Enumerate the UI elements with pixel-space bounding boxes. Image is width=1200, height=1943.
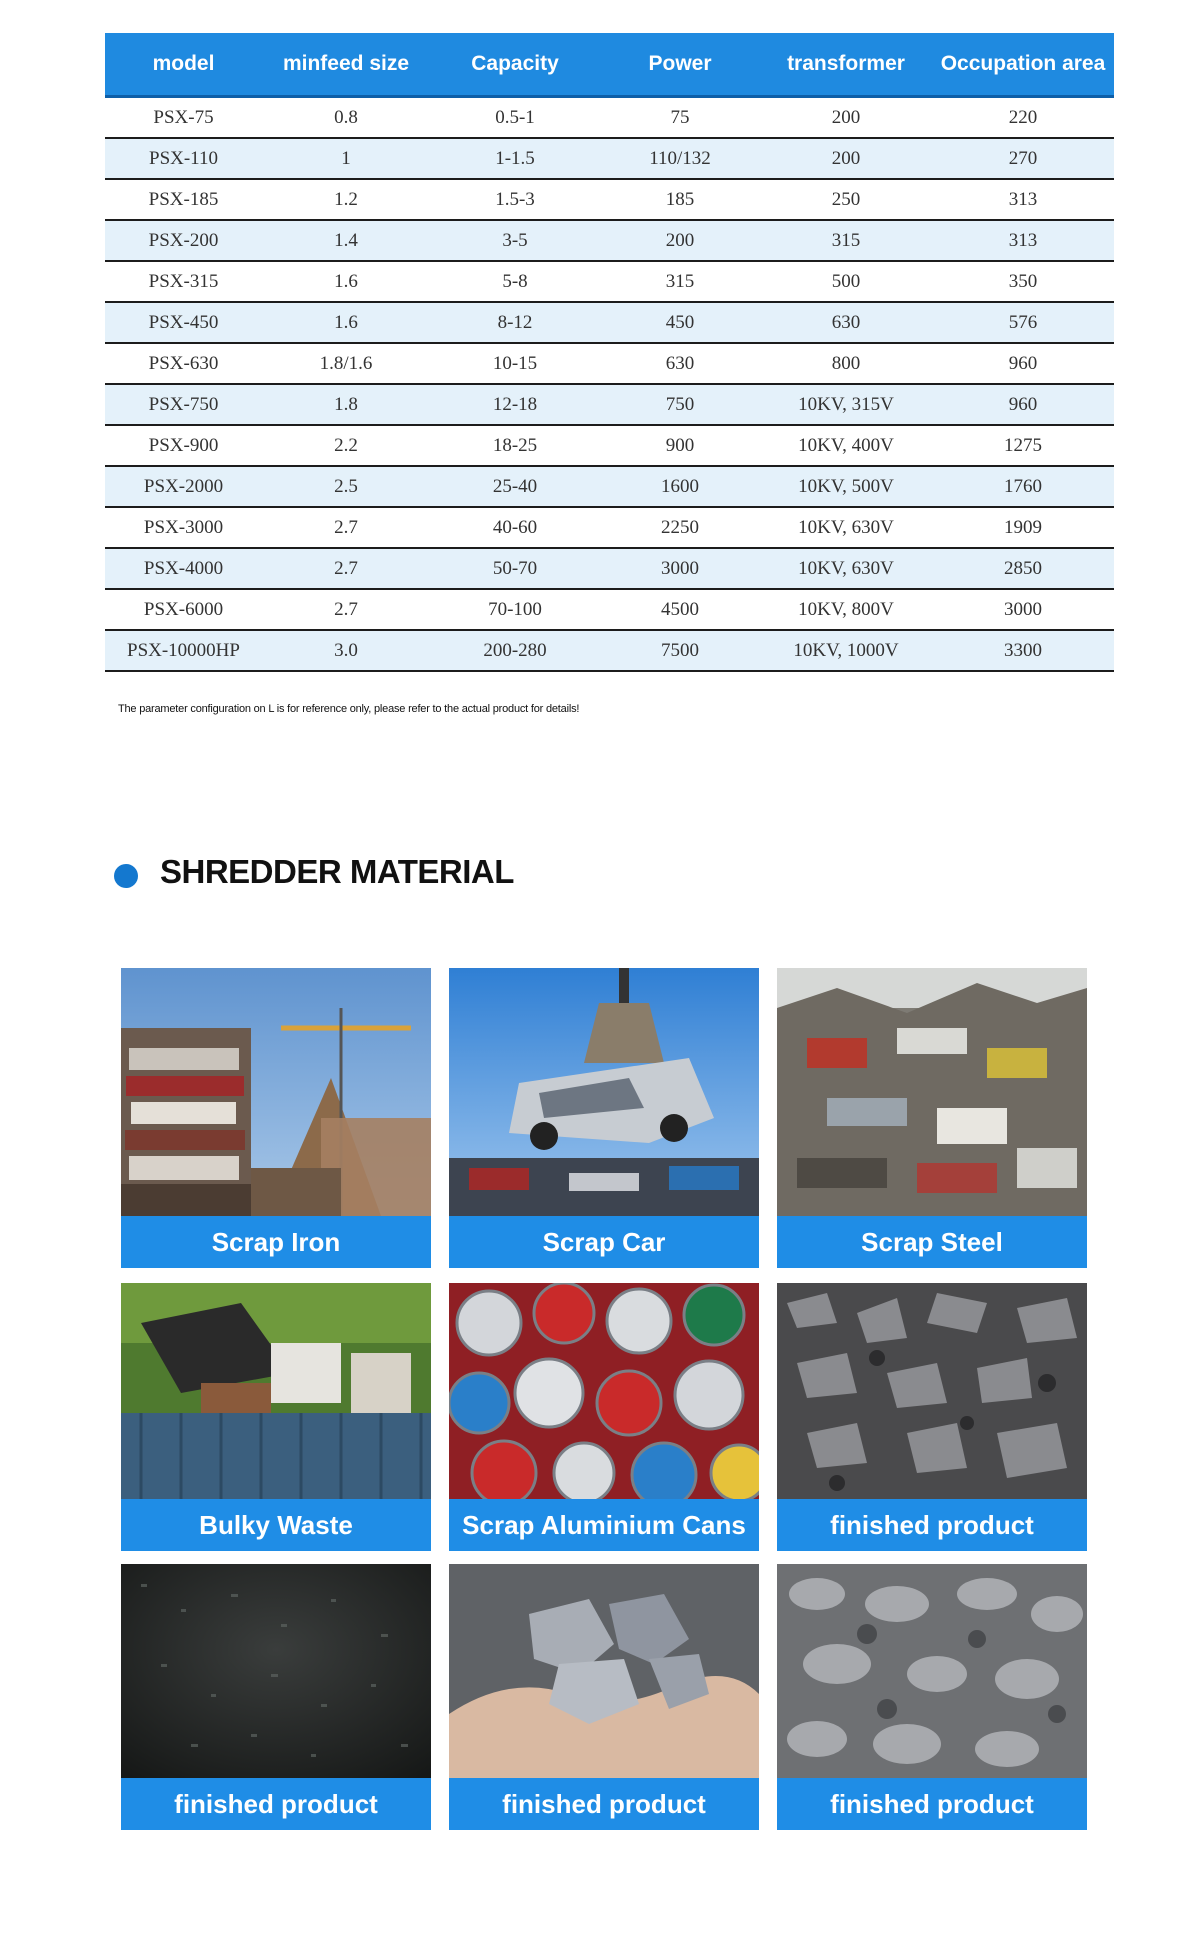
header-occupation-area: Occupation area bbox=[932, 33, 1114, 97]
cell-power: 630 bbox=[600, 343, 760, 384]
cell-capacity: 50-70 bbox=[430, 548, 600, 589]
table-row bbox=[105, 548, 1114, 589]
cell-transformer: 200 bbox=[760, 138, 932, 179]
cell-model: PSX-200 bbox=[105, 220, 262, 261]
table-row bbox=[105, 343, 1114, 384]
cell-transformer: 250 bbox=[760, 179, 932, 220]
table-row bbox=[105, 507, 1114, 548]
cell-transformer: 10KV, 400V bbox=[760, 425, 932, 466]
material-card-finished-product-2 bbox=[121, 1564, 431, 1830]
cell-model: PSX-6000 bbox=[105, 589, 262, 630]
cell-minfeed-size: 2.5 bbox=[262, 466, 430, 507]
header-transformer: transformer bbox=[760, 33, 932, 97]
cell-minfeed-size: 2.7 bbox=[262, 548, 430, 589]
cell-minfeed-size: 1.6 bbox=[262, 261, 430, 302]
table-row bbox=[105, 425, 1114, 466]
cell-model: PSX-900 bbox=[105, 425, 262, 466]
material-card-finished-product-3 bbox=[449, 1564, 759, 1830]
cell-occupation-area: 960 bbox=[932, 343, 1114, 384]
cell-occupation-area: 576 bbox=[932, 302, 1114, 343]
material-caption: Bulky Waste bbox=[121, 1499, 431, 1551]
table-row bbox=[105, 220, 1114, 261]
material-caption: Scrap Steel bbox=[777, 1216, 1087, 1268]
cell-power: 200 bbox=[600, 220, 760, 261]
bulky-waste-photo bbox=[121, 1283, 431, 1499]
cell-capacity: 12-18 bbox=[430, 384, 600, 425]
cell-model: PSX-110 bbox=[105, 138, 262, 179]
cell-occupation-area: 1275 bbox=[932, 425, 1114, 466]
table-row bbox=[105, 302, 1114, 343]
scrap-steel-photo bbox=[777, 968, 1087, 1216]
header-power: Power bbox=[600, 33, 760, 97]
cell-transformer: 10KV, 800V bbox=[760, 589, 932, 630]
cell-model: PSX-75 bbox=[105, 97, 262, 139]
cell-power: 4500 bbox=[600, 589, 760, 630]
bullet-dot-icon bbox=[114, 864, 138, 888]
cell-power: 75 bbox=[600, 97, 760, 139]
cell-minfeed-size: 0.8 bbox=[262, 97, 430, 139]
cell-minfeed-size: 1 bbox=[262, 138, 430, 179]
table-row bbox=[105, 630, 1114, 671]
material-caption: Scrap Iron bbox=[121, 1216, 431, 1268]
cell-capacity: 5-8 bbox=[430, 261, 600, 302]
cell-minfeed-size: 1.6 bbox=[262, 302, 430, 343]
cell-power: 750 bbox=[600, 384, 760, 425]
cell-capacity: 200-280 bbox=[430, 630, 600, 671]
material-card-finished-product-1 bbox=[777, 1283, 1087, 1551]
cell-model: PSX-10000HP bbox=[105, 630, 262, 671]
cell-occupation-area: 960 bbox=[932, 384, 1114, 425]
cell-capacity: 1.5-3 bbox=[430, 179, 600, 220]
cell-model: PSX-630 bbox=[105, 343, 262, 384]
cell-model: PSX-2000 bbox=[105, 466, 262, 507]
cell-occupation-area: 313 bbox=[932, 220, 1114, 261]
section-title: SHREDDER MATERIAL bbox=[160, 853, 514, 890]
material-card-scrap-steel bbox=[777, 968, 1087, 1268]
finished-product-photo bbox=[449, 1564, 759, 1778]
spec-table bbox=[105, 33, 1114, 672]
cell-occupation-area: 3300 bbox=[932, 630, 1114, 671]
spec-table-body bbox=[105, 97, 1114, 672]
cell-model: PSX-450 bbox=[105, 302, 262, 343]
cell-capacity: 40-60 bbox=[430, 507, 600, 548]
cell-model: PSX-3000 bbox=[105, 507, 262, 548]
table-row bbox=[105, 466, 1114, 507]
cell-model: PSX-185 bbox=[105, 179, 262, 220]
cell-occupation-area: 270 bbox=[932, 138, 1114, 179]
table-row bbox=[105, 589, 1114, 630]
material-caption: Scrap Aluminium Cans bbox=[449, 1499, 759, 1551]
material-card-finished-product-4 bbox=[777, 1564, 1087, 1830]
cell-minfeed-size: 1.8/1.6 bbox=[262, 343, 430, 384]
cell-capacity: 25-40 bbox=[430, 466, 600, 507]
cell-transformer: 630 bbox=[760, 302, 932, 343]
cell-occupation-area: 313 bbox=[932, 179, 1114, 220]
cell-minfeed-size: 2.2 bbox=[262, 425, 430, 466]
cell-minfeed-size: 1.2 bbox=[262, 179, 430, 220]
cell-transformer: 10KV, 630V bbox=[760, 548, 932, 589]
material-caption: finished product bbox=[777, 1499, 1087, 1551]
cell-capacity: 8-12 bbox=[430, 302, 600, 343]
cell-transformer: 10KV, 1000V bbox=[760, 630, 932, 671]
header-capacity: Capacity bbox=[430, 33, 600, 97]
material-caption: finished product bbox=[121, 1778, 431, 1830]
cell-transformer: 10KV, 500V bbox=[760, 466, 932, 507]
cell-model: PSX-750 bbox=[105, 384, 262, 425]
cell-minfeed-size: 3.0 bbox=[262, 630, 430, 671]
table-row bbox=[105, 261, 1114, 302]
material-caption: Scrap Car bbox=[449, 1216, 759, 1268]
cell-capacity: 3-5 bbox=[430, 220, 600, 261]
cell-power: 185 bbox=[600, 179, 760, 220]
cell-occupation-area: 3000 bbox=[932, 589, 1114, 630]
table-row bbox=[105, 97, 1114, 139]
cell-power: 315 bbox=[600, 261, 760, 302]
cell-capacity: 18-25 bbox=[430, 425, 600, 466]
spec-table-header bbox=[105, 33, 1114, 97]
cell-capacity: 1-1.5 bbox=[430, 138, 600, 179]
finished-product-photo bbox=[777, 1283, 1087, 1499]
header-model: model bbox=[105, 33, 262, 97]
cell-capacity: 70-100 bbox=[430, 589, 600, 630]
material-caption: finished product bbox=[777, 1778, 1087, 1830]
cell-transformer: 200 bbox=[760, 97, 932, 139]
material-card-scrap-iron bbox=[121, 968, 431, 1268]
table-row bbox=[105, 384, 1114, 425]
cell-power: 450 bbox=[600, 302, 760, 343]
cell-model: PSX-315 bbox=[105, 261, 262, 302]
cell-power: 7500 bbox=[600, 630, 760, 671]
cell-capacity: 0.5-1 bbox=[430, 97, 600, 139]
cell-transformer: 500 bbox=[760, 261, 932, 302]
header-minfeed-size: minfeed size bbox=[262, 33, 430, 97]
aluminium-cans-photo bbox=[449, 1283, 759, 1499]
finished-product-photo bbox=[121, 1564, 431, 1778]
cell-occupation-area: 1760 bbox=[932, 466, 1114, 507]
cell-model: PSX-4000 bbox=[105, 548, 262, 589]
material-card-scrap-car bbox=[449, 968, 759, 1268]
cell-power: 1600 bbox=[600, 466, 760, 507]
cell-minfeed-size: 1.8 bbox=[262, 384, 430, 425]
table-row bbox=[105, 138, 1114, 179]
cell-occupation-area: 350 bbox=[932, 261, 1114, 302]
material-caption: finished product bbox=[449, 1778, 759, 1830]
table-row bbox=[105, 179, 1114, 220]
cell-power: 110/132 bbox=[600, 138, 760, 179]
cell-minfeed-size: 2.7 bbox=[262, 589, 430, 630]
cell-transformer: 800 bbox=[760, 343, 932, 384]
cell-minfeed-size: 1.4 bbox=[262, 220, 430, 261]
scrap-iron-photo bbox=[121, 968, 431, 1216]
scrap-car-photo bbox=[449, 968, 759, 1216]
cell-transformer: 10KV, 315V bbox=[760, 384, 932, 425]
cell-occupation-area: 2850 bbox=[932, 548, 1114, 589]
cell-capacity: 10-15 bbox=[430, 343, 600, 384]
cell-occupation-area: 1909 bbox=[932, 507, 1114, 548]
reference-note: The parameter configuration on L is for reference only, please refer to the actual product for details! bbox=[118, 703, 580, 715]
cell-power: 900 bbox=[600, 425, 760, 466]
cell-minfeed-size: 2.7 bbox=[262, 507, 430, 548]
cell-transformer: 10KV, 630V bbox=[760, 507, 932, 548]
material-card-scrap-aluminium-cans bbox=[449, 1283, 759, 1551]
cell-occupation-area: 220 bbox=[932, 97, 1114, 139]
cell-transformer: 315 bbox=[760, 220, 932, 261]
material-card-bulky-waste bbox=[121, 1283, 431, 1551]
finished-product-photo bbox=[777, 1564, 1087, 1778]
cell-power: 2250 bbox=[600, 507, 760, 548]
cell-power: 3000 bbox=[600, 548, 760, 589]
